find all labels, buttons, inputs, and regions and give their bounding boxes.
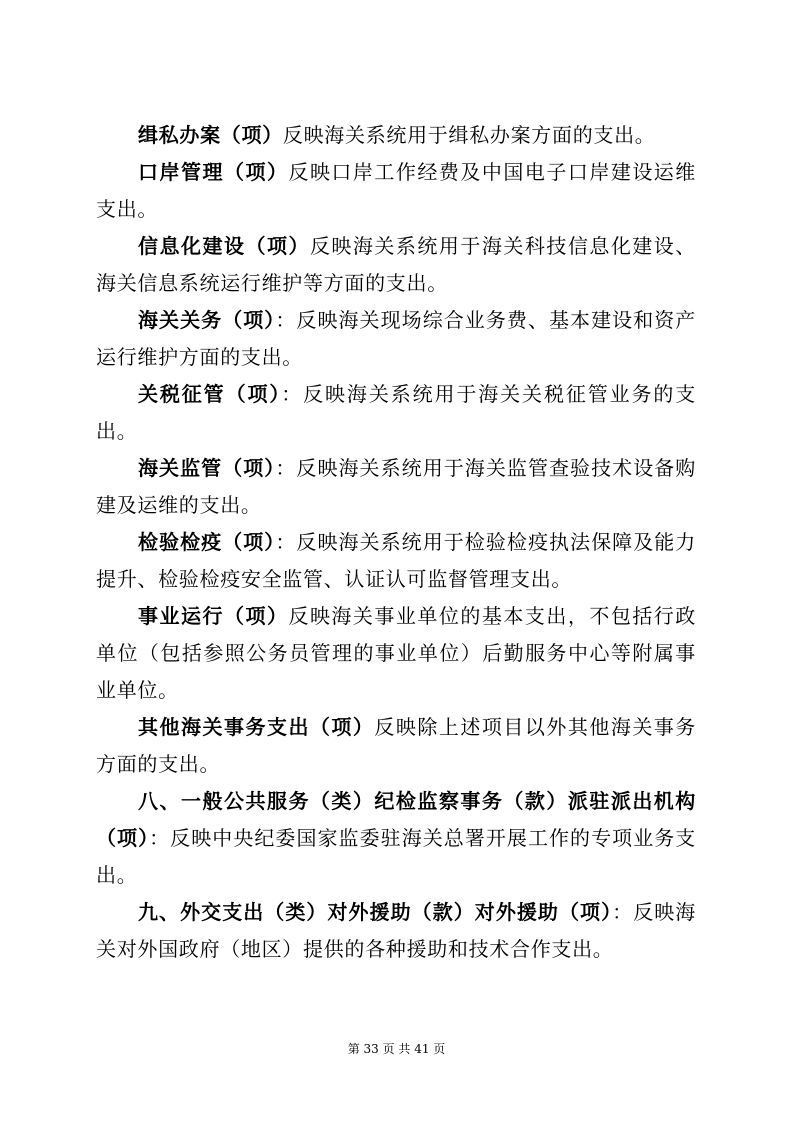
page-number: 第 33 页 共 41 页 [347, 1042, 446, 1056]
paragraph-term: 信息化建设（项） [138, 234, 310, 258]
paragraph-text: ：反映中央纪委国家监委驻海关总署开展工作的专项业务支出。 [96, 826, 696, 887]
paragraph-smuggling-cases [96, 117, 696, 154]
paragraph-text: ：反映海关现场综合业务费、基本建设和资产运行维护方面的支出。 [96, 308, 697, 369]
paragraph-term: 九、外交支出（类）对外援助（款）对外援助（项） [138, 900, 613, 924]
paragraph-text: 反映海关系统用于海关科技信息化建设、海关信息系统运行维护等方面的支出。 [96, 234, 696, 295]
paragraph-text: 反映口岸工作经费及中国电子口岸建设运维支出。 [96, 160, 696, 221]
document-body [96, 117, 696, 968]
paragraph-other-customs-expenses [96, 709, 696, 783]
paragraph-text: ：反映海关系统用于检验检疫执法保障及能力提升、检验检疫安全监管、认证认可监督管理支出。 [96, 530, 697, 591]
paragraph-text: 反映海关事业单位的基本支出，不包括行政单位（包括参照公务员管理的事业单位）后勤服务中心等附属事业单位。 [96, 604, 696, 702]
paragraph-text: 反映除上述项目以外其他海关事务方面的支出。 [96, 715, 697, 776]
paragraph-customs-affairs [96, 302, 696, 376]
paragraph-term: 口岸管理（项） [138, 160, 289, 184]
paragraph-it-construction [96, 228, 696, 302]
paragraph-text: 反映海关系统用于缉私办案方面的支出。 [282, 123, 656, 147]
paragraph-customs-supervision [96, 450, 696, 524]
paragraph-term: 关税征管（项） [138, 382, 282, 406]
page-footer [0, 1040, 793, 1057]
paragraph-text: ：反映海关对外国政府（地区）提供的各种援助和技术合作支出。 [96, 900, 696, 961]
paragraph-section-eight [96, 783, 696, 894]
paragraph-term: 海关监管（项） [138, 456, 276, 480]
paragraph-term: 其他海关事务支出（项） [138, 715, 375, 739]
paragraph-term: 检验检疫（项） [138, 530, 276, 554]
paragraph-term: 八、一般公共服务（类）纪检监察事务（款）派驻派出机构（项） [96, 789, 696, 850]
paragraph-port-management [96, 154, 696, 228]
paragraph-term: 海关关务（项） [138, 308, 276, 332]
paragraph-institution-operation [96, 598, 696, 709]
paragraph-text: ：反映海关系统用于海关关税征管业务的支出。 [96, 382, 696, 443]
paragraph-tariff-collection [96, 376, 696, 450]
paragraph-term: 缉私办案（项） [138, 123, 283, 147]
paragraph-text: ：反映海关系统用于海关监管查验技术设备购建及运维的支出。 [96, 456, 697, 517]
paragraph-inspection-quarantine [96, 524, 696, 598]
paragraph-term: 事业运行（项） [138, 604, 289, 628]
paragraph-section-nine [96, 894, 696, 968]
